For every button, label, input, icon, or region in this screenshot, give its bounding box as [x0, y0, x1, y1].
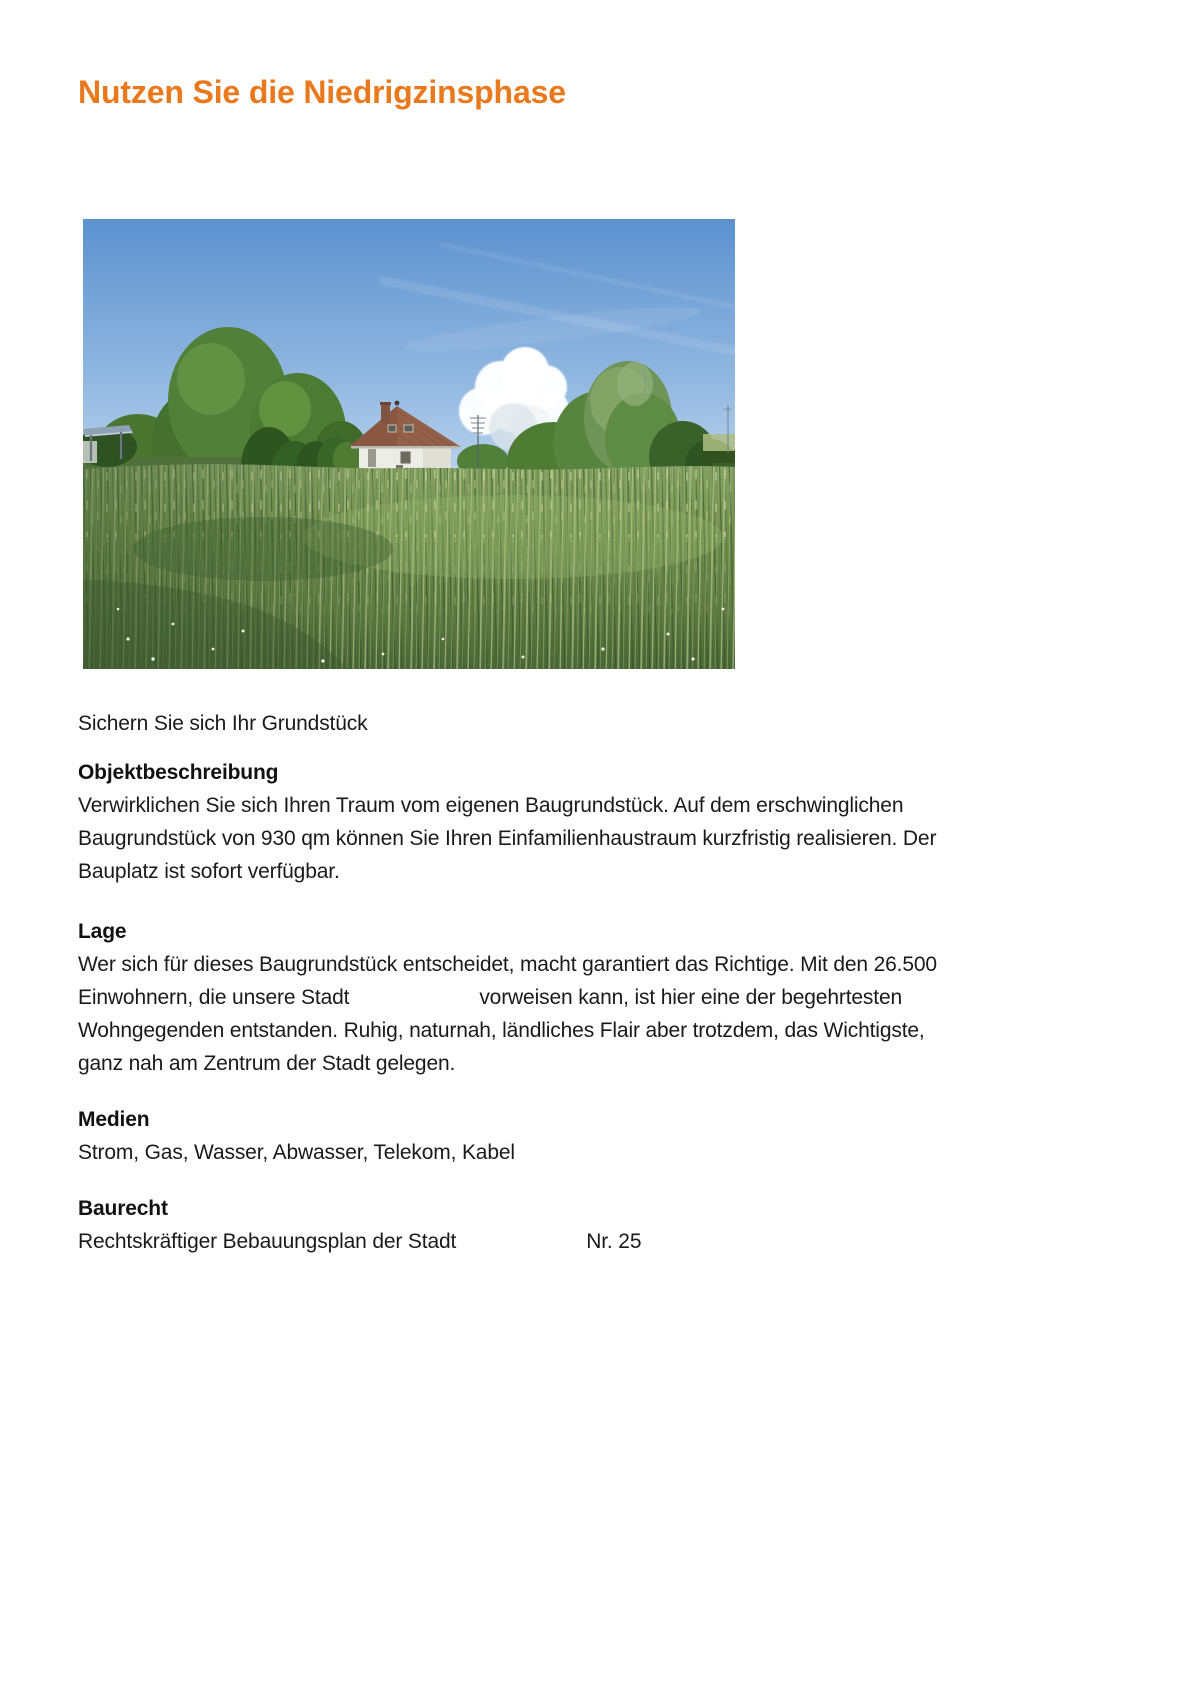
house-chimney-cap — [380, 402, 391, 405]
body-line-part: Einwohnern, die unsere Stadt — [78, 986, 350, 1009]
redacted-city-name-gap — [349, 1003, 479, 1004]
house-window — [400, 451, 411, 464]
body-line: Strom, Gas, Wasser, Abwasser, Telekom, Kabel — [78, 1141, 515, 1164]
body-line: Wohngegenden entstanden. Ruhig, naturnah, ländliches Flair aber trotzdem, das Wichtigste, — [78, 1019, 925, 1042]
redacted-city-name-gap — [456, 1247, 586, 1248]
intro-line: Sichern Sie sich Ihr Grundstück — [78, 712, 368, 735]
body-line-part: vorweisen kann, ist hier eine der begehrtesten — [479, 986, 903, 1009]
body-line: Wer sich für dieses Baugrundstück entscheidet, macht garantiert das Richtige. Mit den 26.500 — [78, 953, 937, 976]
section-heading: Lage — [78, 920, 127, 943]
section-heading: Medien — [78, 1108, 150, 1131]
section-heading: Objektbeschreibung — [78, 761, 279, 784]
house-chimney — [381, 403, 390, 423]
body-line: Baugrundstück von 930 qm können Sie Ihren Einfamilienhaustraum kurzfristig realisieren. Der — [78, 827, 937, 850]
body-line: Verwirklichen Sie sich Ihren Traum vom eigenen Baugrundstück. Auf dem erschwinglichen — [78, 794, 904, 817]
house-attic-window — [388, 425, 396, 432]
body-line-part: Rechtskräftiger Bebauungsplan der Stadt — [78, 1230, 457, 1253]
house-door — [368, 449, 376, 467]
page-title: Nutzen Sie die Niedrigzinsphase — [78, 74, 566, 110]
section-medien — [78, 1103, 1113, 1169]
section-baurecht — [78, 1192, 1113, 1258]
house-roof-finial — [395, 401, 400, 406]
house-eave — [351, 446, 459, 449]
photo-field — [83, 463, 735, 669]
body-line — [78, 981, 1113, 1014]
property-photo-graphic — [83, 219, 735, 669]
section-lage — [78, 915, 1113, 1080]
body-line-part: Nr. 25 — [586, 1230, 642, 1253]
property-photo — [83, 219, 735, 669]
house-attic-window — [404, 425, 413, 432]
body-line — [78, 1225, 1113, 1258]
body-line: Bauplatz ist sofort verfügbar. — [78, 860, 340, 883]
body-line: ganz nah am Zentrum der Stadt gelegen. — [78, 1052, 456, 1075]
section-heading: Baurecht — [78, 1197, 168, 1220]
section-objektbeschreibung — [78, 756, 1113, 888]
